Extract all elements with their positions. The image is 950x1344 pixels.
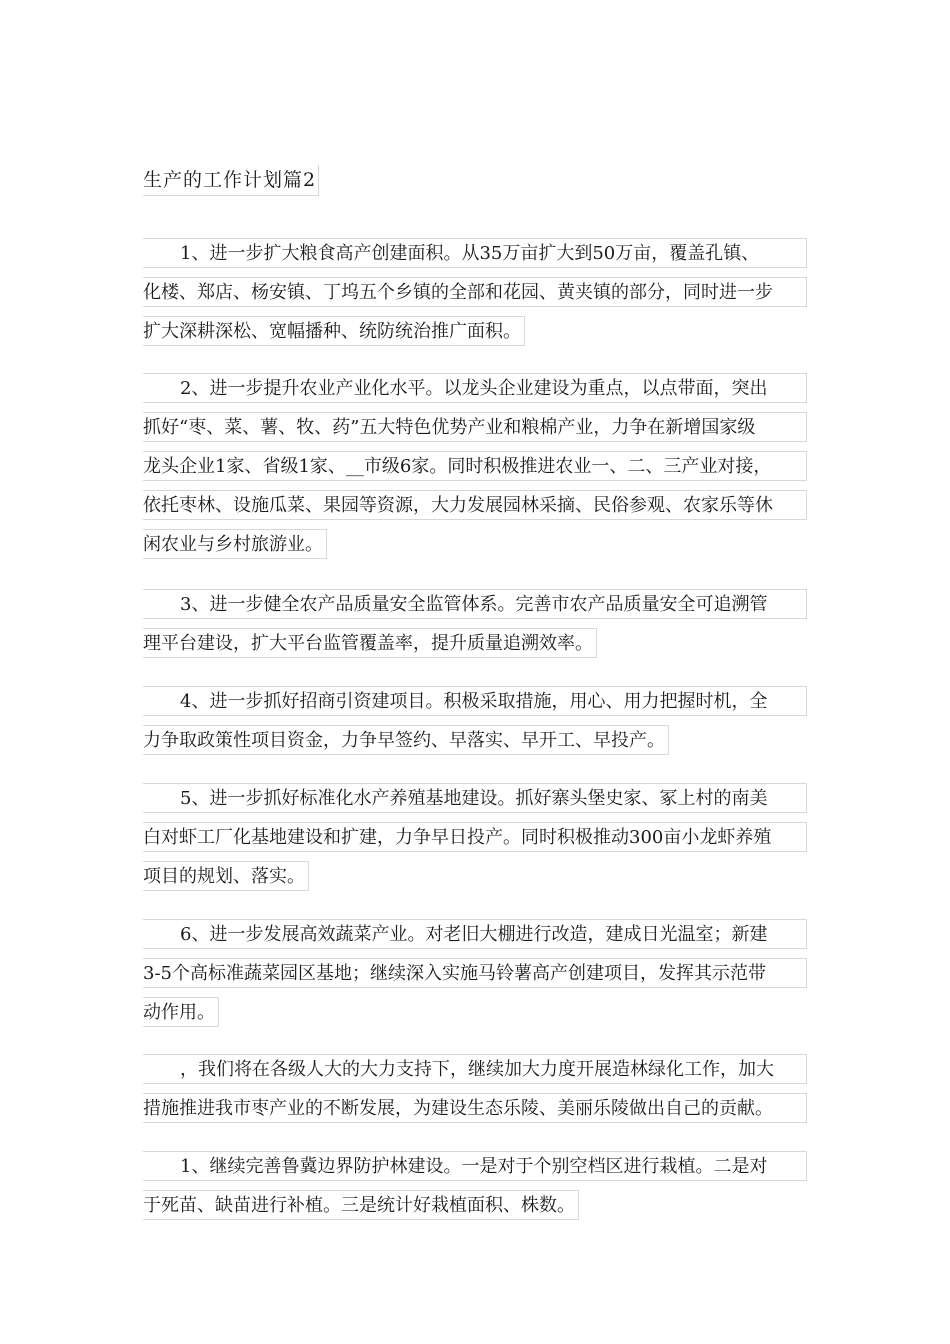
paragraph-line: 依托枣林、设施瓜菜、果园等资源，大力发展园林采摘、民俗参观、农家乐等休 (143, 490, 807, 520)
paragraph-line: ，我们将在各级人大的大力支持下，继续加大力度开展造林绿化工作，加大 (143, 1054, 807, 1084)
paragraph-line: 龙头企业1家、省级1家、__市级6家。同时积极推进农业一、二、三产业对接， (143, 451, 807, 481)
paragraph-line: 化楼、郑店、杨安镇、丁坞五个乡镇的全部和花园、黄夹镇的部分，同时进一步 (143, 277, 807, 307)
paragraph-line: 5、进一步抓好标准化水产养殖基地建设。抓好寨头堡史家、冢上村的南美 (143, 783, 807, 813)
paragraph-line: 6、进一步发展高效蔬菜产业。对老旧大棚进行改造，建成日光温室；新建 (143, 919, 807, 949)
paragraph-line: 白对虾工厂化基地建设和扩建，力争早日投产。同时积极推动300亩小龙虾养殖 (143, 822, 807, 852)
paragraph-line: 闲农业与乡村旅游业。 (143, 529, 327, 559)
paragraph-line: 1、继续完善鲁冀边界防护林建设。一是对于个别空档区进行栽植。二是对 (143, 1151, 807, 1181)
paragraph-line: 理平台建设，扩大平台监管覆盖率，提升质量追溯效率。 (143, 628, 597, 658)
paragraph-line: 项目的规划、落实。 (143, 861, 309, 891)
paragraph-line: 3、进一步健全农产品质量安全监管体系。完善市农产品质量安全可追溯管 (143, 589, 807, 619)
paragraph-line: 3-5个高标准蔬菜园区基地；继续深入实施马铃薯高产创建项目，发挥其示范带 (143, 958, 807, 988)
paragraph-line: 扩大深耕深松、宽幅播种、统防统治推广面积。 (143, 316, 525, 346)
page-title: 生产的工作计划篇2 (143, 165, 319, 196)
paragraph-line: 措施推进我市枣产业的不断发展，为建设生态乐陵、美丽乐陵做出自己的贡献。 (143, 1093, 807, 1123)
paragraph-line: 力争取政策性项目资金，力争早签约、早落实、早开工、早投产。 (143, 725, 669, 755)
paragraph-line: 4、进一步抓好招商引资建项目。积极采取措施，用心、用力把握时机，全 (143, 686, 807, 716)
paragraph-line: 于死苗、缺苗进行补植。三是统计好栽植面积、株数。 (143, 1190, 579, 1220)
paragraph-line: 抓好“枣、菜、薯、牧、药”五大特色优势产业和粮棉产业，力争在新增国家级 (143, 412, 807, 442)
paragraph-line: 动作用。 (143, 997, 219, 1027)
paragraph-line: 1、进一步扩大粮食高产创建面积。从35万亩扩大到50万亩，覆盖孔镇、 (143, 238, 807, 268)
paragraph-line: 2、进一步提升农业产业化水平。以龙头企业建设为重点，以点带面，突出 (143, 373, 807, 403)
